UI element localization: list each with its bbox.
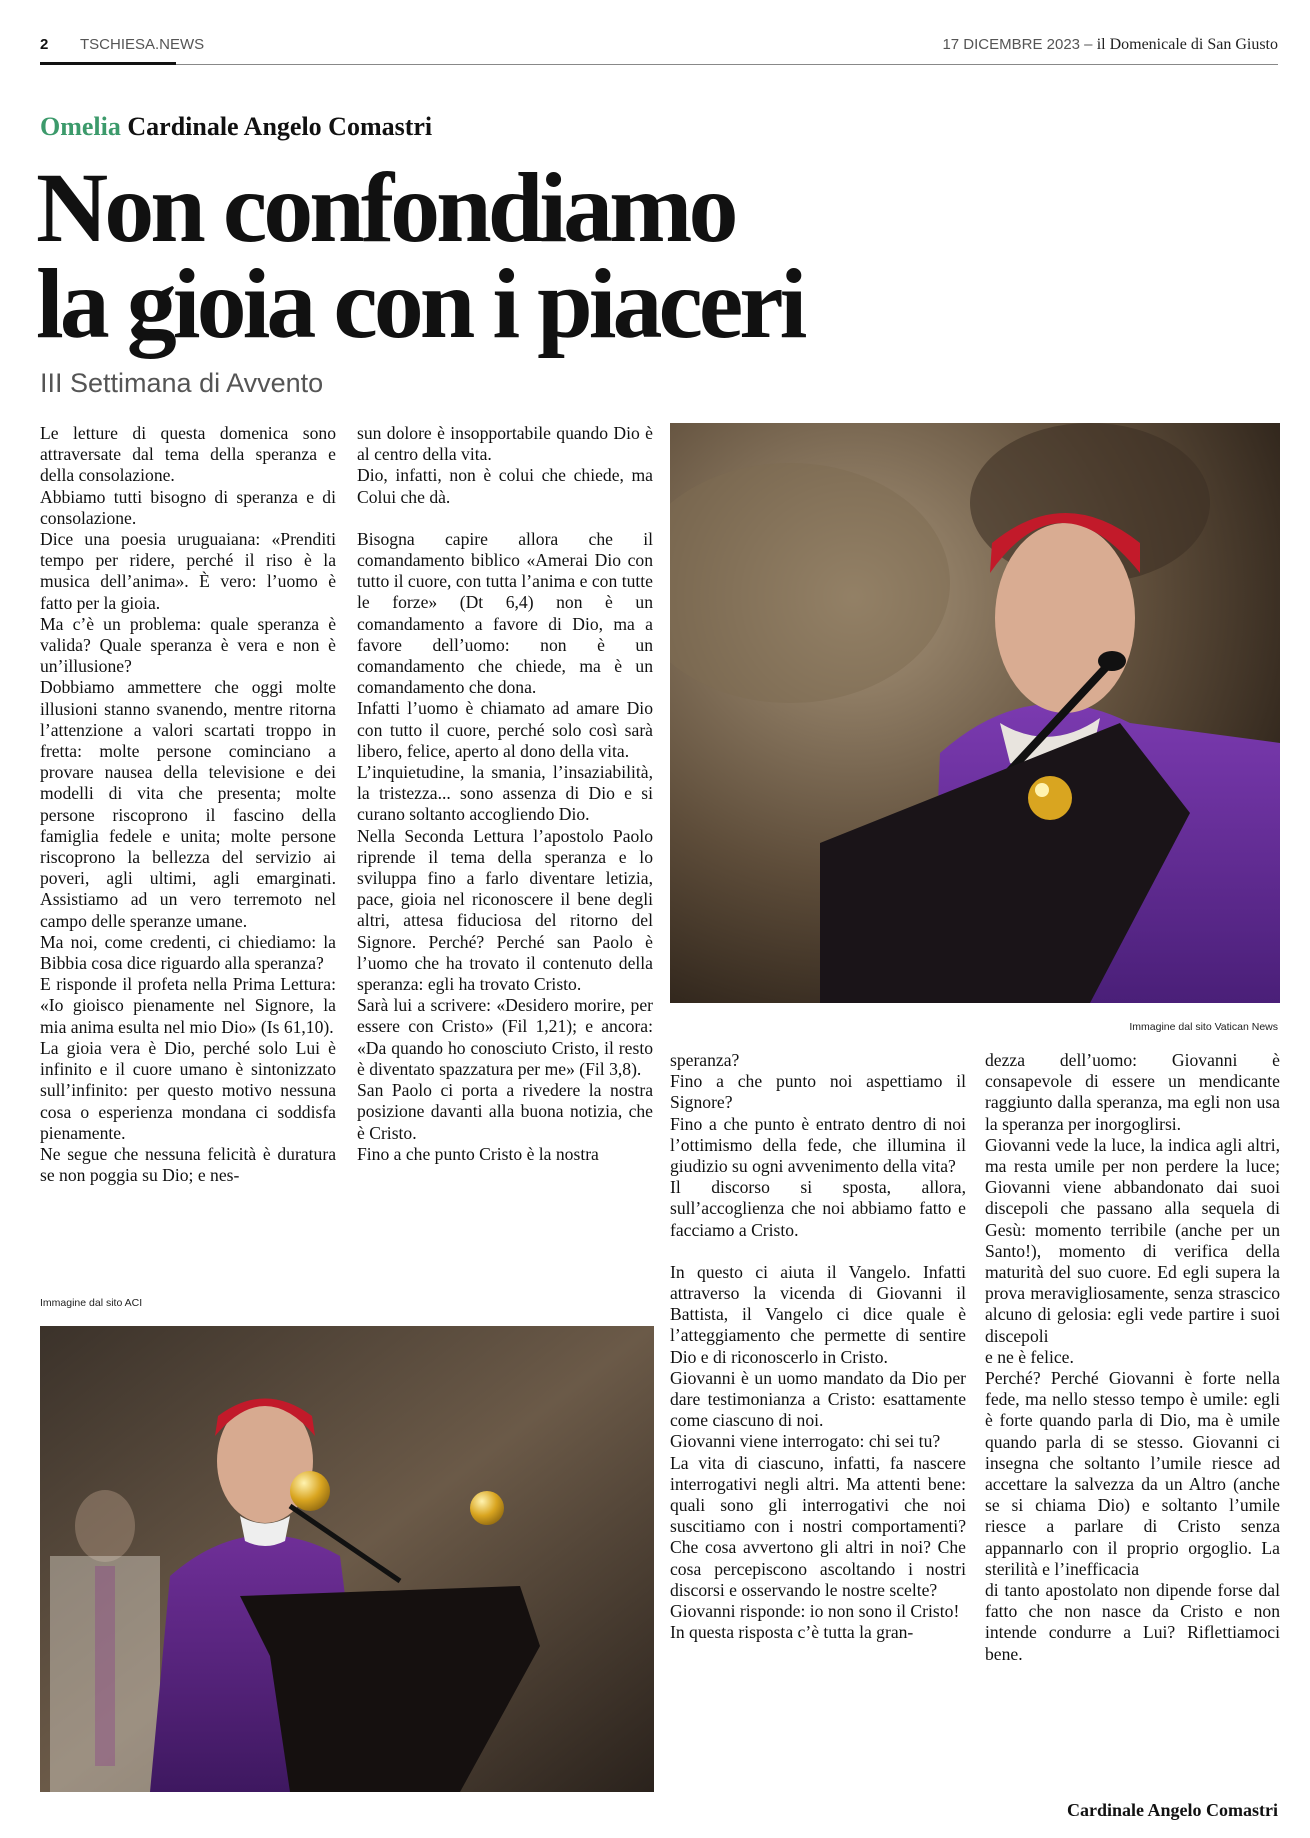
- page-header: [40, 36, 1278, 62]
- paragraph: Ma c’è un problema: quale speranza è valida? Quale speranza è vera e non è un’illusione?: [40, 613, 336, 677]
- paragraph: Perché? Perché Giovanni è forte nella fede, ma nello stesso tempo è umile: egli è forte quando parla di Dio, ma è umile quando parla di se stesso. Giovanni ci insegna che soltanto l’umile riesce ad accettare la salvezza da un Altro (anche se si chiama Dio) e soltanto l’umile riesce a parlare di Cristo senza appannarlo con il proprio orgoglio. La sterilità e l’inefficacia: [985, 1368, 1280, 1579]
- article-signature: Cardinale Angelo Comastri: [1067, 1800, 1278, 1820]
- header-rule-accent: [40, 62, 176, 65]
- paragraph: speranza?: [670, 1050, 740, 1070]
- paragraph: Fino a che punto noi aspettiamo il Signore?: [670, 1071, 966, 1113]
- paragraph: Giovanni risponde: io non sono il Cristo!: [670, 1601, 960, 1622]
- article-title: [36, 152, 804, 359]
- text-column-2: [357, 423, 653, 1165]
- paragraph: San Paolo ci porta a rivedere la nostra posizione davanti alla buona notizia, che è Cristo.: [357, 1080, 653, 1143]
- title-line-2: la gioia con i piaceri: [36, 248, 804, 359]
- paragraph: Ma noi, come credenti, ci chiediamo: la Bibbia cosa dice riguardo alla speranza?: [40, 931, 336, 974]
- paragraph: Sarà lui a scrivere: «Desidero morire, per essere con Cristo» (Fil 1,21); e ancora: «Da quando ho conosciuto Cristo, il resto è diventato spazzatura per me» (Fil 3,8).: [357, 995, 653, 1079]
- paragraph: e ne è felice.: [985, 1346, 1074, 1367]
- article-subtitle: III Settimana di Avvento: [40, 368, 324, 398]
- cardinal-photo-bottom-illustration: [40, 1326, 654, 1792]
- paragraph: Dio, infatti, non è colui che chiede, ma Colui che dà.: [357, 465, 653, 507]
- paragraph: Giovanni viene interrogato: chi sei tu?: [670, 1431, 941, 1452]
- paragraph: Abbiamo tutti bisogno di speranza e di consolazione.: [40, 486, 336, 528]
- photo-caption-top: Immagine dal sito Vatican News: [1129, 1021, 1278, 1033]
- paragraph: Ne segue che nessuna felicità è duratura se non poggia su Dio; e nes-: [40, 1143, 336, 1186]
- text-column-3: [670, 1050, 966, 1643]
- paragraph: Dice una poesia uruguaiana: «Prenditi tempo per ridere, perché il riso è la musica dell’anima». È vero: l’uomo è fatto per la gioia.: [40, 529, 336, 613]
- paragraph: La vita di ciascuno, infatti, fa nascere interrogativi negli altri. Ma attenti bene: quali sono gli interrogativi che noi suscitiamo con i nostri comportamenti? Che cosa avvertono gli altri in noi? Che cosa percepiscono ascoltando i nostri discorsi e osservando le nostre scelte?: [670, 1452, 966, 1600]
- page-number: 2: [40, 36, 49, 53]
- paragraph: Il discorso si sposta, allora, sull’accoglienza che noi abbiamo fatto e facciamo a Cristo.: [670, 1177, 966, 1240]
- paragraph: Nella Seconda Lettura l’apostolo Paolo riprende il tema della speranza e lo sviluppa fino a farlo diventare letizia, pace, gioia nel riconoscere il bene degli altri, attesa fiduciosa del ritorno del Signore. Perché? Perché san Paolo è l’uomo che ha trovato il contenuto della speranza: egli ha trovato Cristo.: [357, 825, 653, 995]
- paragraph: Le letture di questa domenica sono attraversate dal tema della speranza e della consolazione.: [40, 423, 336, 486]
- article-kicker: [40, 112, 432, 142]
- paragraph: Infatti l’uomo è chiamato ad amare Dio con tutto il cuore, perché solo così sarà libero, felice, aperto al dono della vita.: [357, 698, 653, 761]
- publication-name: il Domenicale di San Giusto: [1096, 36, 1278, 53]
- paragraph: Fino a che punto Cristo è la nostra: [357, 1143, 599, 1164]
- paragraph: Giovanni è un uomo mandato da Dio per dare testimonianza a Cristo: esattamente come ciascuno di noi.: [670, 1367, 966, 1431]
- lectern-ornament-right: [470, 1491, 504, 1525]
- paragraph: Fino a che punto è entrato dentro di noi l’ottimismo della fede, che illumina il giudizio su ogni avvenimento della vita?: [670, 1113, 966, 1177]
- photo-caption-bottom: Immagine dal sito ACI: [40, 1297, 143, 1309]
- paragraph: Bisogna capire allora che il comandamento biblico «Amerai Dio con tutto il cuore, con tutta l’anima e con tutte le forze» (Dt 6,4) non è un comandamento a favore di Dio, ma a favore dell’uomo: non è un comandamento che chiede, ma è un comandamento che dona.: [357, 528, 653, 698]
- text-column-4: [985, 1050, 1280, 1665]
- cardinal-photo-top-illustration: [670, 423, 1280, 1003]
- site-name[interactable]: TSCHIESA.NEWS: [80, 36, 205, 53]
- paragraph: In questa risposta c’è tutta la gran-: [670, 1622, 914, 1643]
- paragraph: dezza dell’uomo: Giovanni è consapevole di essere un mendicante raggiunto dalla speranza, ma egli non usa la speranza per inorgoglirsi.: [985, 1050, 1280, 1134]
- text-column-1: [40, 423, 336, 1186]
- paragraph: di tanto apostolato non dipende forse dal fatto che non nasce da Cristo e non intende condurre a Lui? Riflettiamoci bene.: [985, 1580, 1280, 1664]
- paragraph: Dobbiamo ammettere che oggi molte illusioni stanno svanendo, mentre ritorna l’attenzione a valori scartati troppo in fretta: molte persone cominciano a provare nausea della televisione e dei modelli di vita che presenta; molte persone riscoprono il fascino della famiglia fedele e unita; molte persone riscoprono la bellezza del servizio ai poveri, agli ultimi, agli emarginati. Assistiamo ad un vero terremoto nel campo delle speranze umane.: [40, 677, 336, 931]
- paragraph: E risponde il profeta nella Prima Lettura: «Io gioisco pienamente nel Signore, la mia anima esulta nel mio Dio» (Is 61,10).: [40, 974, 336, 1037]
- title-line-1: Non confondiamo: [36, 152, 735, 263]
- issue-date: 17 DICEMBRE 2023 –: [942, 36, 1093, 53]
- issue-info: [942, 36, 1278, 54]
- paragraph: In questo ci aiuta il Vangelo. Infatti attraverso la vicenda di Giovanni il Battista, il Vangelo ci dice quale è l’atteggiamento che permette di sentire Dio e di riconoscerlo in Cristo.: [670, 1261, 966, 1367]
- cardinal-photo-bottom: [40, 1326, 654, 1792]
- article-author: Cardinale Angelo Comastri: [127, 112, 433, 141]
- paragraph: Giovanni vede la luce, la indica agli altri, ma resta umile per non perdere la luce; Giovanni viene abbandonato dai suoi discepoli che passano alla sequela di Gesù: momento terribile (anche per un Santo!), momento di verifica della maturità del suo cuore. Ed egli supera la prova meravigliosamente, senza strascico alcuno di gelosia: egli vede partire i suoi discepoli: [985, 1134, 1280, 1346]
- paragraph: La gioia vera è Dio, perché solo Lui è infinito e il cuore umano è sintonizzato sull’infinito: per questo motivo nessuna cosa o esperienza mondana ci soddisfa pienamente.: [40, 1037, 336, 1143]
- article-category: Omelia: [40, 112, 121, 141]
- header-rule: [40, 64, 1278, 65]
- lectern-ornament-left: [290, 1471, 330, 1511]
- cardinal-photo-top: [670, 423, 1280, 1003]
- paragraph: L’inquietudine, la smania, l’insaziabilità, la tristezza... sono assenza di Dio e si curano soltanto accogliendo Dio.: [357, 762, 653, 825]
- paragraph: sun dolore è insopportabile quando Dio è al centro della vita.: [357, 423, 653, 465]
